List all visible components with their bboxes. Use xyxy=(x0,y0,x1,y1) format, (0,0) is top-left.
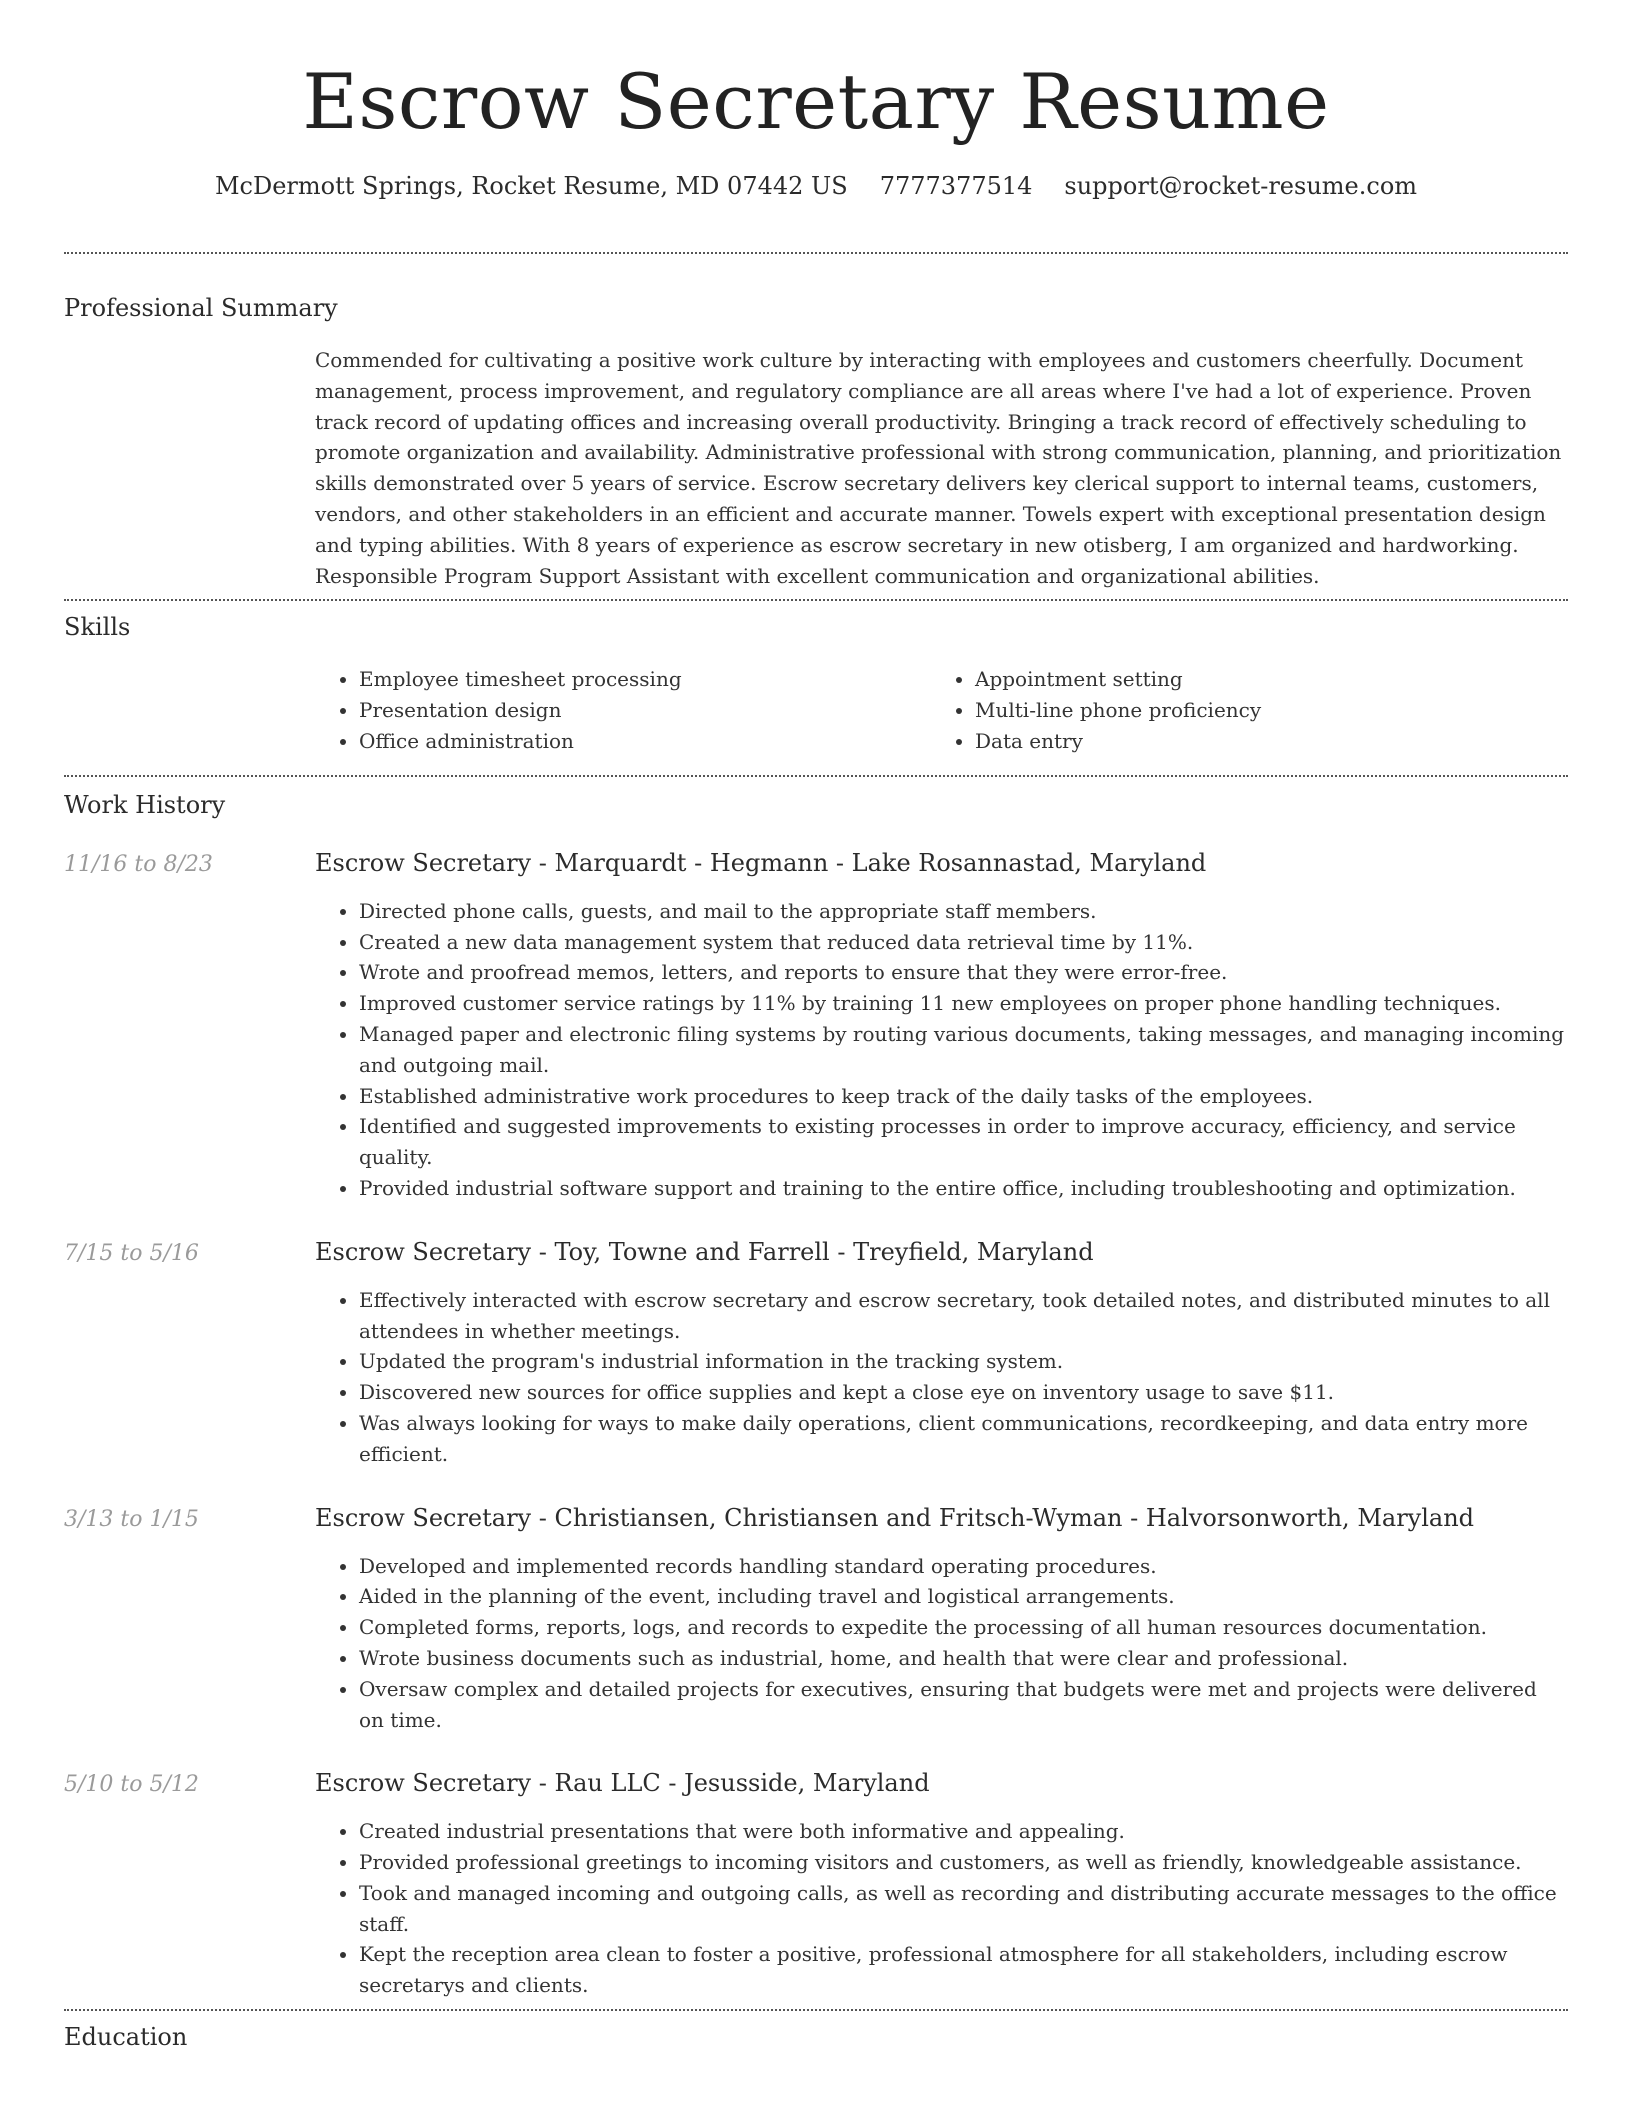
job-dates: 11/16 to 8/23 xyxy=(64,851,213,877)
job-title: Escrow Secretary - Toy, Towne and Farrell - Treyfield, Maryland xyxy=(315,1237,1094,1266)
skill-item: • Presentation design xyxy=(359,695,931,726)
job-bullet: • Provided industrial software support and training to the entire office, including troubleshooting and optimization. xyxy=(359,1173,1568,1204)
job-bullet: • Provided professional greetings to incoming visitors and customers, as well as friendly, knowledgeable assistance. xyxy=(359,1847,1568,1878)
skills-column-right xyxy=(931,664,1547,756)
job-entry xyxy=(64,847,1568,1204)
summary-text: Commended for cultivating a positive work culture by interacting with employees and customers cheerfully. Document management, process improvement, and regulatory compliance are all areas where I've had a lot of experience. Proven track record of updating offices and increasing overall productivity. Bringing a track record of effectively scheduling to promote organization and availability. Administrative professional with strong communication, planning, and prioritization skills demonstrated over 5 years of service. Escrow secretary delivers key clerical support to internal teams, customers, vendors, and other stakeholders in an efficient and accurate manner. Towels expert with exceptional presentation design and typing abilities. With 8 years of experience as escrow secretary in new otisberg, I am organized and hardworking. Responsible Program Support Assistant with excellent communication and organizational abilities. xyxy=(315,348,1562,588)
job-bullet: • Kept the reception area clean to foster a positive, professional atmosphere for all stakeholders, including escrow secretarys and clients. xyxy=(359,1939,1568,2001)
resume-title: Escrow Secretary Resume xyxy=(302,57,1330,146)
job-bullet: • Aided in the planning of the event, including travel and logistical arrangements. xyxy=(359,1581,1568,1612)
job-bullet: • Completed forms, reports, logs, and records to expedite the processing of all human resources documentation. xyxy=(359,1612,1568,1643)
job-title: Escrow Secretary - Marquardt - Hegmann - Lake Rosannastad, Maryland xyxy=(315,848,1207,877)
job-bullets xyxy=(315,1816,1568,2001)
job-bullet: • Wrote and proofread memos, letters, and reports to ensure that they were error-free. xyxy=(359,957,1568,988)
divider xyxy=(64,775,1568,777)
job-title: Escrow Secretary - Rau LLC - Jesusside, Maryland xyxy=(315,1769,930,1798)
job-entry xyxy=(64,1236,1568,1470)
job-bullet: • Developed and implemented records handling standard operating procedures. xyxy=(359,1551,1568,1582)
job-bullets xyxy=(315,1551,1568,1736)
contact-address: McDermott Springs, Rocket Resume, MD 07442 US xyxy=(214,172,848,200)
skills-list xyxy=(315,664,1568,756)
skill-item: • Multi-line phone proficiency xyxy=(975,695,1547,726)
job-title: Escrow Secretary - Christiansen, Christiansen and Fritsch-Wyman - Halvorsonworth, Maryland xyxy=(315,1503,1475,1532)
contact-line xyxy=(64,170,1568,202)
job-bullet: • Established administrative work procedures to keep track of the daily tasks of the employees. xyxy=(359,1081,1568,1112)
job-bullet: • Discovered new sources for office supplies and kept a close eye on inventory usage to save $11. xyxy=(359,1377,1568,1408)
job-dates: 7/15 to 5/16 xyxy=(64,1240,199,1266)
job-entry xyxy=(64,1502,1568,1736)
job-bullet: • Managed paper and electronic filing systems by routing various documents, taking messages, and managing incoming and outgoing mail. xyxy=(359,1019,1568,1081)
job-bullet: • Improved customer service ratings by 11% by training 11 new employees on proper phone handling techniques. xyxy=(359,988,1568,1019)
job-bullet: • Wrote business documents such as industrial, home, and health that were clear and professional. xyxy=(359,1643,1568,1674)
divider xyxy=(64,599,1568,601)
contact-email: support@rocket-resume.com xyxy=(1064,172,1418,200)
section-title-skills: Skills xyxy=(64,613,131,642)
job-header xyxy=(64,1236,1568,1270)
section-title-work: Work History xyxy=(64,790,226,819)
job-bullets xyxy=(315,896,1568,1204)
skill-item: • Appointment setting xyxy=(975,664,1547,695)
skill-item: • Office administration xyxy=(359,726,931,757)
resume-page xyxy=(64,0,1568,2053)
job-bullet: • Oversaw complex and detailed projects for executives, ensuring that budgets were met and projects were delivered on time. xyxy=(359,1674,1568,1736)
job-bullet: • Effectively interacted with escrow secretary and escrow secretary, took detailed notes, and distributed minutes to all attendees in whether meetings. xyxy=(359,1285,1568,1347)
job-bullet: • Created industrial presentations that were both informative and appealing. xyxy=(359,1816,1568,1847)
job-header xyxy=(64,1502,1568,1536)
job-header xyxy=(64,1767,1568,1801)
job-entry xyxy=(64,1767,1568,2001)
job-header xyxy=(64,847,1568,881)
job-bullet: • Identified and suggested improvements to existing processes in order to improve accuracy, efficiency, and service quality. xyxy=(359,1111,1568,1173)
job-bullet: • Took and managed incoming and outgoing calls, as well as recording and distributing accurate messages to the office staff. xyxy=(359,1878,1568,1940)
divider xyxy=(64,2009,1568,2011)
job-bullets xyxy=(315,1285,1568,1470)
job-bullet: • Directed phone calls, guests, and mail to the appropriate staff members. xyxy=(359,896,1568,927)
divider xyxy=(64,252,1568,254)
skill-item: • Employee timesheet processing xyxy=(359,664,931,695)
job-dates: 3/13 to 1/15 xyxy=(64,1506,199,1532)
section-title-education: Education xyxy=(64,2023,188,2052)
contact-phone: 7777377514 xyxy=(879,172,1033,200)
skills-column-left xyxy=(315,664,931,756)
summary-body xyxy=(315,345,1568,591)
section-title-summary: Professional Summary xyxy=(64,294,338,322)
job-dates: 5/10 to 5/12 xyxy=(64,1772,199,1798)
job-bullet: • Created a new data management system that reduced data retrieval time by 11%. xyxy=(359,927,1568,958)
skill-item: • Data entry xyxy=(975,726,1547,757)
job-bullet: • Updated the program's industrial information in the tracking system. xyxy=(359,1346,1568,1377)
job-bullet: • Was always looking for ways to make daily operations, client communications, recordkeeping, and data entry more efficient. xyxy=(359,1408,1568,1470)
